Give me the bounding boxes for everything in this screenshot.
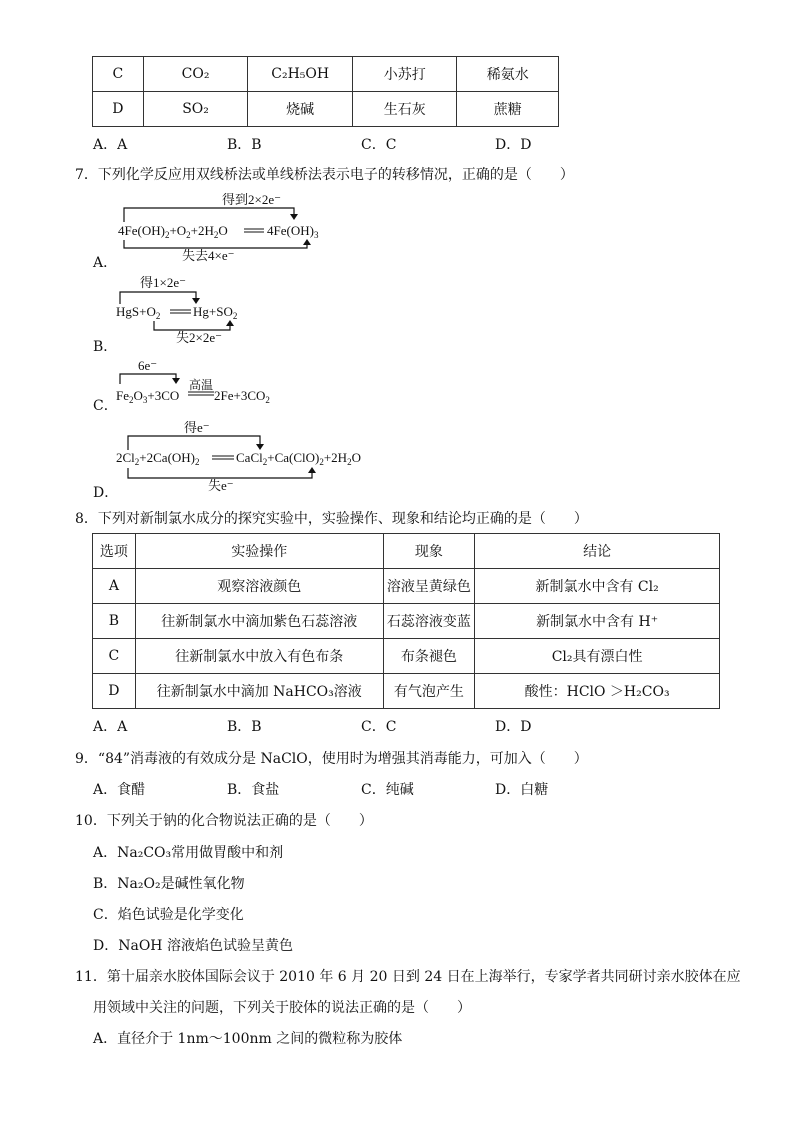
svg-text:2Fe+3CO2: $2Fe+3CO_2$ — [214, 388, 270, 405]
table-cell: 小苏打 — [353, 57, 457, 92]
table-cell: C₂H₅OH — [248, 57, 353, 92]
svg-text:Fe2O3+3CO: $Fe_2O_3+3CO$ — [116, 388, 180, 405]
q7-option-a-label[interactable]: A． — [93, 255, 118, 271]
table-cell: B — [93, 604, 136, 639]
svg-text:2Cl2+2Ca(OH)2: $2Cl_2+2Ca(OH)_2$ — [116, 450, 200, 467]
table-cell: 布条褪色 — [383, 639, 475, 674]
q10-option-c[interactable]: C．焰色试验是化学变化 — [93, 907, 244, 923]
table-cell: 新制氯水中含有 Cl₂ — [475, 569, 720, 604]
q7-option-d-label[interactable]: D． — [93, 485, 119, 501]
table-cell: 烧碱 — [248, 92, 353, 127]
svg-text:4Fe(OH)2+O2+2H2O: $4Fe(OH)_2+O_2+2H_2O$ — [118, 223, 228, 240]
table-cell: C — [93, 57, 144, 92]
table-cell: SO₂ — [143, 92, 248, 127]
table-cell: CO₂ — [143, 57, 248, 92]
condition-label: 高温 — [189, 378, 214, 392]
q8-stem: 8．下列对新制氯水成分的探究实验中，实验操作、现象和结论均正确的是（ ） — [75, 511, 588, 527]
table-cell: 新制氯水中含有 H⁺ — [475, 604, 720, 639]
q6-options — [93, 134, 629, 154]
table-cell: 观察溶液颜色 — [135, 569, 383, 604]
svg-text:CaCl2+Ca(ClO)2+2H2O: $CaCl_2+Ca(ClO)_2+2H_2O$ — [236, 450, 361, 467]
table-row — [93, 674, 720, 709]
transfer-label: 6e⁻ — [138, 358, 158, 373]
gain-label: 得1×2e⁻ — [140, 275, 186, 290]
table-row — [93, 604, 720, 639]
q11-stem-line1: 11．第十届亲水胶体国际会议于 2010 年 6 月 20 日到 24 日在上海举行，专家学者共同研讨亲水胶体在应 — [75, 969, 741, 985]
loss-label: 失e⁻ — [208, 478, 234, 493]
q10-stem: 10．下列关于钠的化合物说法正确的是（ ） — [75, 813, 373, 829]
option-b[interactable]: B．B — [227, 719, 262, 735]
q7-equation-a — [114, 190, 374, 263]
table-cell: A — [93, 569, 136, 604]
q9-stem: 9．“84”消毒液的有效成分是 NaClO，使用时为增强其消毒能力，可加入（ ） — [75, 751, 588, 767]
table-cell: 往新制氯水中放入有色布条 — [135, 639, 383, 674]
table-row — [93, 92, 559, 127]
column-header: 选项 — [93, 534, 136, 569]
table-row — [93, 57, 559, 92]
option-d[interactable]: D．D — [495, 137, 532, 153]
table-cell: 往新制氯水中滴加 NaHCO₃溶液 — [135, 674, 383, 709]
q11-stem-line2: 用领域中关注的问题，下列关于胶体的说法正确的是（ ） — [93, 1000, 471, 1016]
table-cell: D — [93, 674, 136, 709]
q8-table — [92, 533, 720, 709]
option-d[interactable]: D．白糖 — [495, 782, 549, 798]
loss-label: 失2×2e⁻ — [176, 330, 222, 345]
column-header: 实验操作 — [135, 534, 383, 569]
q10-option-d[interactable]: D．NaOH 溶液焰色试验呈黄色 — [93, 938, 293, 954]
option-a[interactable]: A．A — [93, 719, 128, 735]
table-cell: 生石灰 — [353, 92, 457, 127]
option-a[interactable]: A．A — [93, 137, 128, 153]
option-d[interactable]: D．D — [495, 719, 532, 735]
table-row — [93, 639, 720, 674]
table-cell: D — [93, 92, 144, 127]
table-cell: 蔗糖 — [457, 92, 559, 127]
svg-text:4Fe(OH)3: $4Fe(OH)_3$ — [267, 223, 319, 240]
q7-equation-b — [114, 274, 274, 344]
q7-equation-d — [114, 418, 404, 498]
option-b[interactable]: B．食盐 — [227, 782, 280, 798]
table-cell: Cl₂具有漂白性 — [475, 639, 720, 674]
column-header: 现象 — [383, 534, 475, 569]
q8-options — [93, 716, 629, 736]
table-row — [93, 569, 720, 604]
table-cell: 溶液呈黄绿色 — [383, 569, 475, 604]
option-c[interactable]: C．C — [361, 719, 397, 735]
q9-options — [93, 779, 629, 799]
q7-option-c-label[interactable]: C． — [93, 398, 118, 414]
loss-label: 失去4×e⁻ — [182, 248, 235, 263]
option-c[interactable]: C．纯碱 — [361, 782, 414, 798]
table-cell: 酸性：HClO ＞H₂CO₃ — [475, 674, 720, 709]
table-header-row — [93, 534, 720, 569]
q11-option-a[interactable]: A．直径介于 1nm～100nm 之间的微粒称为胶体 — [93, 1031, 403, 1047]
gain-label: 得到2×2e⁻ — [222, 192, 281, 207]
option-b[interactable]: B．B — [227, 137, 262, 153]
column-header: 结论 — [475, 534, 720, 569]
q6-table — [92, 56, 559, 127]
q7-stem: 7．下列化学反应用双线桥法或单线桥法表示电子的转移情况，正确的是（ ） — [75, 167, 574, 183]
option-c[interactable]: C．C — [361, 137, 397, 153]
svg-text:HgS+O2: $HgS+O_2$ — [116, 304, 161, 321]
q7-equation-c — [114, 358, 314, 408]
table-cell: C — [93, 639, 136, 674]
gain-label: 得e⁻ — [184, 420, 210, 435]
option-a[interactable]: A．食醋 — [93, 782, 146, 798]
q10-option-b[interactable]: B．Na₂O₂是碱性氧化物 — [93, 876, 245, 892]
q10-option-a[interactable]: A．Na₂CO₃常用做胃酸中和剂 — [93, 845, 284, 861]
table-cell: 有气泡产生 — [383, 674, 475, 709]
svg-text:Hg+SO2: $Hg+SO_2$ — [193, 304, 238, 321]
table-cell: 石蕊溶液变蓝 — [383, 604, 475, 639]
q7-option-b-label[interactable]: B． — [93, 339, 118, 355]
table-cell: 稀氨水 — [457, 57, 559, 92]
table-cell: 往新制氯水中滴加紫色石蕊溶液 — [135, 604, 383, 639]
